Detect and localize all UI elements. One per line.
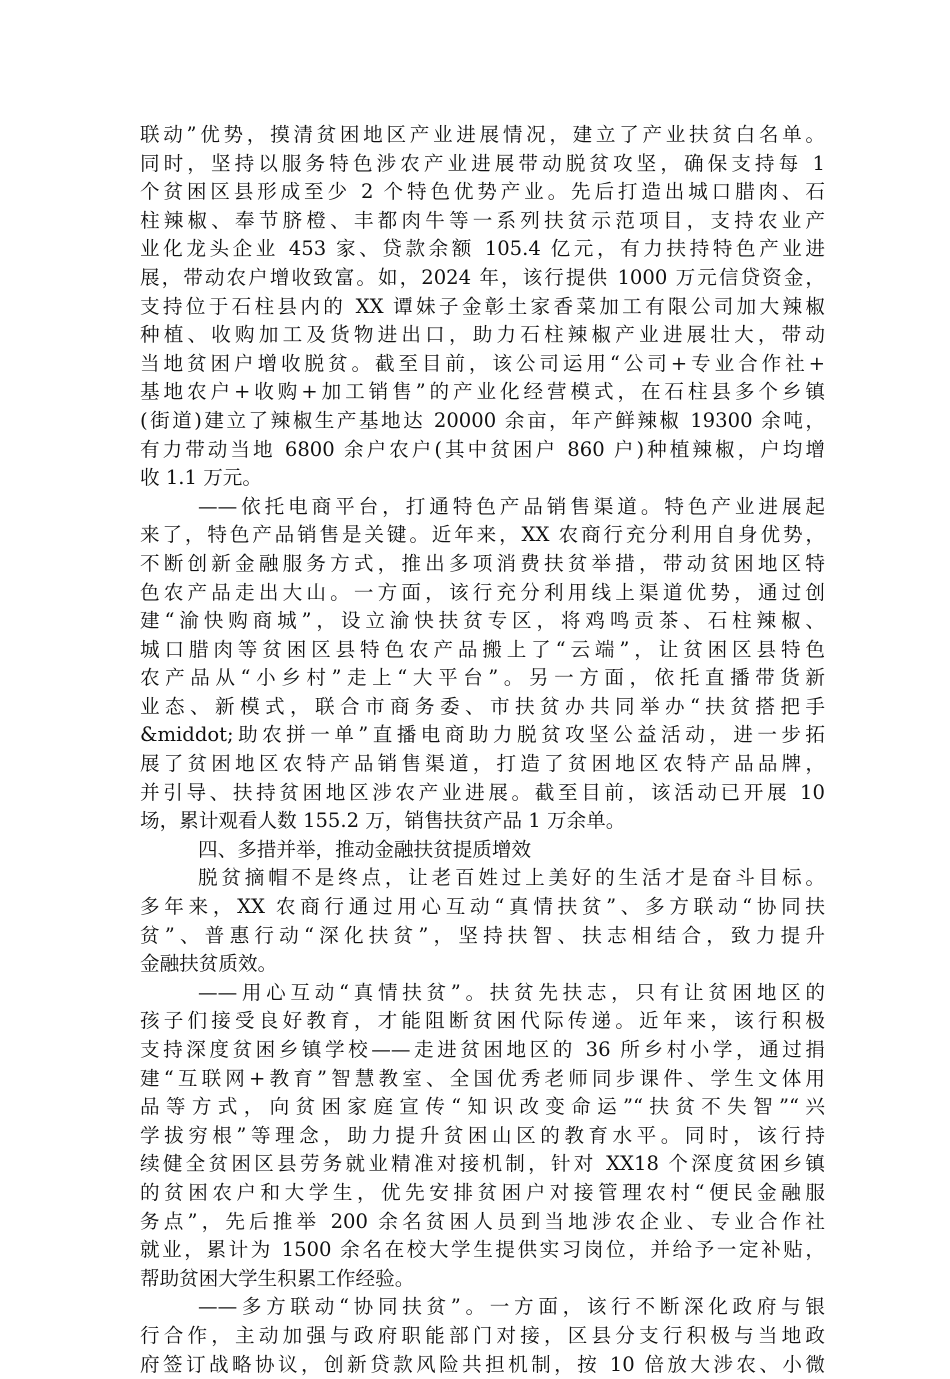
text-line: 展，带动农户增收致富。如，2024 年，该行提供 1000 万元信贷资金， [140, 265, 825, 289]
text-line: 个贫困区县形成至少 2 个特色优势产业。先后打造出城口腊肉、石 [140, 180, 825, 204]
text-line: (街道)建立了辣椒生产基地达 20000 余亩，年产鲜辣椒 19300 余吨， [140, 408, 825, 432]
text-line: 展了贫困地区农特产品销售渠道，打造了贫困地区农特产品品牌， [140, 752, 825, 776]
text-line: 支持深度贫困乡镇学校——走进贫困地区的 36 所乡村小学，通过捐 [140, 1038, 825, 1061]
text-line: 柱辣椒、奉节脐橙、丰都肉牛等一系列扶贫示范项目，支持农业产 [140, 208, 825, 232]
paragraph-start-line: ——用心互动“真情扶贫”。扶贫先扶志，只有让贫困地区的 [198, 980, 825, 1004]
text-line: 色农产品走出大山。一方面，该行充分利用线上渠道优势，通过创 [140, 580, 825, 604]
text-line: 多年来，XX 农商行通过用心互动“真情扶贫”、多方联动“协同扶 [140, 895, 825, 919]
text-line: 行合作，主动加强与政府职能部门对接，区县分支行积极与当地政 [140, 1323, 825, 1347]
text-line: 支持位于石柱县内的 XX 谭妹子金彰土家香菜加工有限公司加大辣椒 [140, 294, 825, 318]
text-line: 城口腊肉等贫困区县特色农产品搬上了“云端”，让贫困区县特色 [140, 637, 825, 661]
text-line: 就业，累计为 1500 余名在校大学生提供实习岗位，并给予一定补贴， [140, 1238, 825, 1262]
section-heading: 四、多措并举，推动金融扶贫提质增效 [198, 837, 532, 861]
text-line: 并引导、扶持贫困地区涉农产业进展。截至目前，该活动已开展 10 [140, 780, 825, 804]
text-line: 业化龙头企业 453 家、贷款余额 105.4 亿元，有力扶持特色产业进 [140, 237, 825, 261]
text-line: 种植、收购加工及货物进出口，助力石柱辣椒产业进展壮大，带动 [140, 323, 825, 347]
text-line: 帮助贫困大学生积累工作经验。 [140, 1266, 415, 1290]
text-line: 同时，坚持以服务特色涉农产业进展带动脱贫攻坚，确保支持每 1 [140, 151, 825, 175]
text-line: 有力带动当地 6800 余户农户(其中贫困户 860 户)种植辣椒，户均增 [140, 437, 825, 461]
paragraph-start-line: 脱贫摘帽不是终点，让老百姓过上美好的生活才是奋斗目标。 [198, 866, 825, 890]
text-line: 场，累计观看人数 155.2 万，销售扶贫产品 1 万余单。 [140, 809, 626, 833]
text-line: 的贫困农户和大学生，优先安排贫困户对接管理农村“便民金融服 [140, 1180, 825, 1204]
text-line: 当地贫困户增收脱贫。截至目前，该公司运用“公司+专业合作社+ [140, 351, 825, 375]
text-line: 建“互联网+教育”智慧教室、全国优秀老师同步课件、学生文体用 [140, 1066, 825, 1090]
document-body [140, 121, 825, 1379]
text-line: &middot;助农拼一单”直播电商助力脱贫攻坚公益活动，进一步拓 [140, 723, 825, 747]
text-line: 业态、新模式，联合市商务委、市扶贫办共同举办“扶贫搭把手 [140, 694, 825, 718]
text-line: 不断创新金融服务方式，推出多项消费扶贫举措，带动贫困地区特 [140, 551, 825, 575]
text-line: 金融扶贫质效。 [140, 952, 278, 976]
text-line: 孩子们接受良好教育，才能阻断贫困代际传递。近年来，该行积极 [140, 1009, 825, 1033]
text-line: 来了，特色产品销售是关键。近年来，XX 农商行充分利用自身优势， [140, 523, 825, 547]
text-line: 建“渝快购商城”，设立渝快扶贫专区，将鸡鸣贡茶、石柱辣椒、 [140, 609, 825, 633]
text-line: 联动”优势，摸清贫困地区产业进展情况，建立了产业扶贫白名单。 [140, 123, 825, 146]
text-line: 贫”、普惠行动“深化扶贫”，坚持扶智、扶志相结合，致力提升 [140, 923, 825, 947]
text-line: 续健全贫困区县劳务就业精准对接机制，针对 XX18 个深度贫困乡镇 [140, 1152, 825, 1176]
paragraph-start-line: ——多方联动“协同扶贫”。一方面，该行不断深化政府与银 [198, 1295, 825, 1319]
text-line: 务点”，先后推举 200 余名贫困人员到当地涉农企业、专业合作社 [140, 1209, 825, 1233]
text-line: 基地农户+收购+加工销售”的产业化经营模式，在石柱县多个乡镇 [140, 380, 825, 404]
text-line: 府签订战略协议，创新贷款风险共担机制，按 10 倍放大涉农、小微 [140, 1352, 825, 1376]
text-line: 收 1.1 万元。 [140, 466, 262, 490]
paragraph-start-line: ——依托电商平台，打通特色产品销售渠道。特色产业进展起 [198, 494, 825, 518]
text-line: 农产品从“小乡村”走上“大平台”。另一方面，依托直播带货新 [140, 666, 825, 690]
text-line: 学拔穷根”等理念，助力提升贫困山区的教育水平。同时，该行持 [140, 1123, 825, 1147]
text-line: 品等方式，向贫困家庭宣传“知识改变命运”“扶贫不失智”“兴 [140, 1095, 825, 1119]
